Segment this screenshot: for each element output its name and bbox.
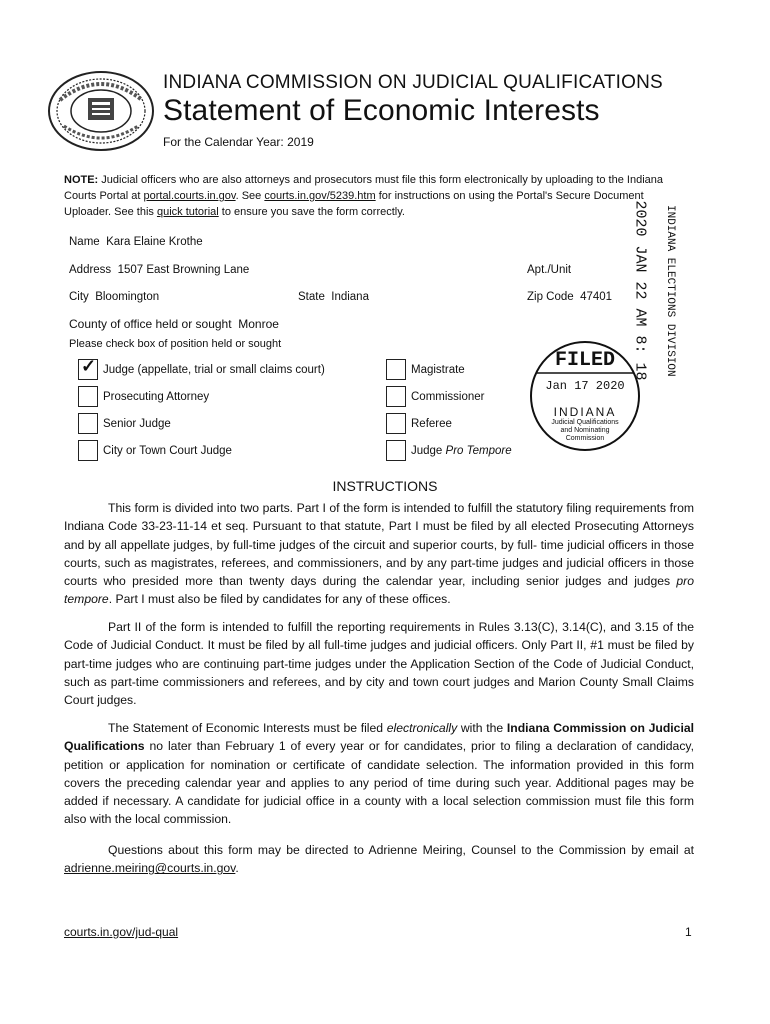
zip-label: Zip Code [527,291,574,303]
note-text-4: to ensure you save the form correctly. [218,206,405,218]
name-value: Kara Elaine Krothe [106,236,203,248]
checkbox-judge-pro-tempore[interactable] [386,440,406,461]
address-field [69,264,249,276]
zip-value: 47401 [580,291,613,303]
instructions-paragraph-3 [64,719,694,829]
position-label: Prosecuting Attorney [103,390,210,403]
commission-name: INDIANA COMMISSION ON JUDICIAL QUALIFICATIONS [163,72,663,93]
county-label: County of office held or sought [69,317,232,331]
instructions-paragraph-1 [64,499,694,609]
received-date: 2020 JAN 22 AM 8: 18 [631,200,649,381]
note-label: NOTE: [64,174,99,186]
p2-text: Part II of the form is intended to fulfill the reporting requirements in Rules 3.13(C), 3.14(C), and 3.15 of the Code of Judicial Conduct. It must be filed by all full-time judges and judicial officers. Only Part II, #1 must be filed by part-time judges who are continuing part-time judges under the Application Section of the Code of Judicial Conduct, such as part-time commissioners and referees, and by city and town court judges and Marion County Small Claims Court judges. [64,620,694,708]
checkmark-icon: ✓ [81,356,97,376]
page-number: 1 [685,925,692,939]
position-label: Magistrate [411,363,465,376]
state-label: State [298,291,325,303]
form-title: Statement of Economic Interests [163,94,600,127]
calendar-year-line [163,135,314,149]
position-senior-judge[interactable] [78,410,325,437]
state-value: Indiana [331,291,369,303]
position-label: Referee [411,417,452,430]
address-value: 1507 East Browning Lane [117,264,250,276]
checkbox-referee[interactable] [386,413,406,434]
quick-tutorial-link[interactable]: quick tutorial [156,206,219,218]
footer-link[interactable]: courts.in.gov/jud-qual [64,925,179,939]
position-label: Senior Judge [103,417,171,430]
city-field [69,291,159,303]
city-label: City [69,291,89,303]
checkbox-judge[interactable] [78,356,98,380]
position-prosecuting-attorney[interactable] [78,383,325,410]
city-value: Bloomington [95,291,160,303]
instructions-paragraph-2 [64,618,694,709]
position-label: Commissioner [411,390,485,403]
checkbox-prosecuting-attorney[interactable] [78,386,98,407]
position-label: Judge (appellate, trial or small claims court) [103,363,325,376]
instructions-paragraph-4 [64,841,694,878]
calendar-year-value: 2019 [287,135,314,149]
filed-agency-line: Judicial Qualifications [551,419,619,426]
p3-italic: electronically [386,721,458,735]
p3-text-b: with the [457,721,507,735]
checkbox-commissioner[interactable] [386,386,406,407]
p3-text-a: The Statement of Economic Interests must be filed [108,721,387,735]
filed-date: Jan 17 2020 [545,379,625,393]
filed-agency-line: Commission [565,435,605,442]
position-city-town-judge[interactable] [78,437,325,464]
p1-end: . Part I must also be filed by candidates for any of these offices. [108,592,451,607]
p3-text-c: no later than February 1 of every year or for candidates, prior to filing a declaration of candidacy, petition or application for nomination or certificate of candidate selection. The information provided in this form covers the preceding calendar year and applies to any period of time during such year. Additional pages may be added if necessary. A candidate for judicial office in a county with a local selection commission must file this form also with the local commission. [64,739,694,827]
name-label: Name [69,236,100,248]
positions-right [386,356,512,464]
county-field [69,317,279,331]
county-value: Monroe [238,317,279,331]
contact-email-link[interactable]: adrienne.meiring@courts.in.gov [64,861,236,876]
position-referee[interactable] [386,410,512,437]
calendar-year-label: For the Calendar Year: [163,135,284,149]
p3-bold: Indiana Commission on Judicial Qualifications [64,721,694,754]
name-field [69,236,203,248]
p1-italic: pro tempore [64,574,694,607]
p4-end: . [235,861,239,876]
instructions-title: INSTRUCTIONS [332,478,438,494]
address-label: Address [69,264,112,276]
filed-agency-line: and Nominating [560,427,610,434]
apt-label: Apt./Unit [527,264,572,276]
received-agency: INDIANA ELECTIONS DIVISION [664,205,676,377]
p1-text: This form is divided into two parts. Part I of the form is intended to fulfill the statutory filing requirements from Indiana Code 33-23-11-14 et seq. Pursuant to that statute, Part I must be filed by all elected Prosecuting Attorneys and by all appellate judges, by full-time judges of the circuit and superior courts, by full- time judicial officers in those courts, such as magistrates, referees, and commissioners, and by any part-time judges and judicial officers in those courts who presided more than twenty days during the calendar year, including senior judges and judges [64,501,694,589]
p4-text: Questions about this form may be directed to Adrienne Meiring, Counsel to the Commission by email at [108,843,694,857]
note-text-2: . See [235,190,265,202]
state-field [298,291,369,303]
portal-link[interactable]: portal.courts.in.gov [143,190,236,202]
instructions-link[interactable]: courts.in.gov/5239.htm [264,190,376,202]
position-label: Judge Pro Tempore [411,444,512,457]
note-paragraph [64,172,684,220]
indiana-supreme-court-seal [46,70,156,152]
filed-agency [529,419,641,443]
checkbox-city-town-judge[interactable] [78,440,98,461]
check-prompt: Please check box of position held or sought [69,338,282,350]
checkbox-senior-judge[interactable] [78,413,98,434]
position-judge[interactable] [78,356,325,383]
position-label: City or Town Court Judge [103,444,232,457]
filed-state: INDIANA [553,405,617,419]
position-commissioner[interactable] [386,383,512,410]
note-text-3: for instructions on using the Portal's Secure Document Uploader. See this [64,190,644,218]
filed-word: FILED [554,349,615,372]
note-text-1: Judicial officers who are also attorneys and prosecutors must file this form electronically by uploading to the Indiana Courts Portal at [64,174,663,202]
position-magistrate[interactable] [386,356,512,383]
position-judge-pro-tempore[interactable] [386,437,512,464]
checkbox-magistrate[interactable] [386,359,406,380]
positions-left [78,356,325,464]
received-stamp [600,200,710,381]
